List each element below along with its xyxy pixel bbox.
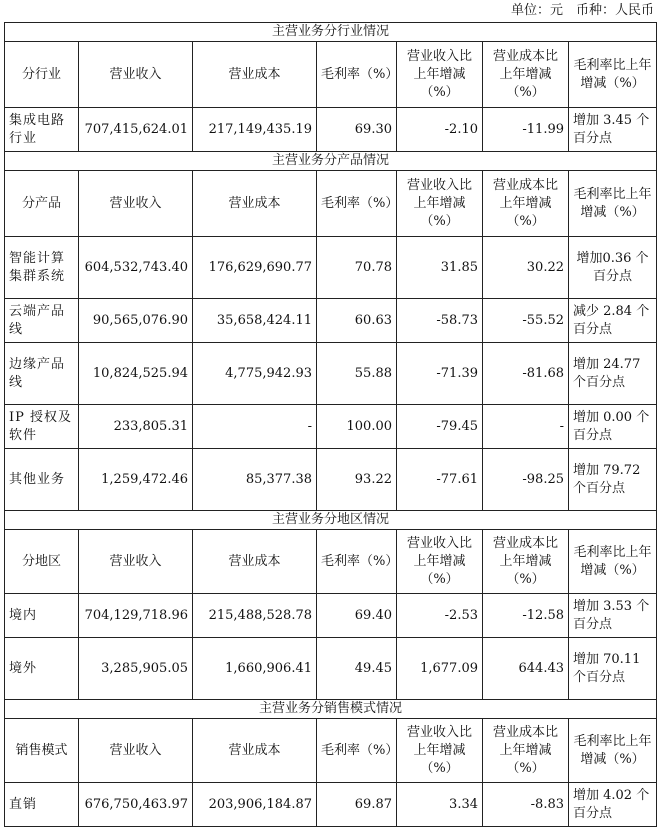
row-cost-change: -81.68 bbox=[483, 343, 569, 405]
row-name: 边缘产品线 bbox=[5, 343, 79, 405]
row-margin: 69.40 bbox=[317, 594, 397, 638]
row-margin: 60.63 bbox=[317, 299, 397, 343]
header-rev-change: 营业收入比上年增减（%） bbox=[397, 719, 483, 783]
row-margin-change: 增加 0.00 个百分点 bbox=[569, 405, 657, 449]
row-cost-change: 644.43 bbox=[483, 638, 569, 700]
row-revenue: 3,285,905.05 bbox=[79, 638, 193, 700]
row-cost: - bbox=[193, 405, 317, 449]
section-title-row bbox=[5, 152, 657, 171]
row-margin: 93.22 bbox=[317, 449, 397, 511]
row-margin-change: 增加 79.72 个百分点 bbox=[569, 449, 657, 511]
row-revenue: 604,532,743.40 bbox=[79, 237, 193, 299]
table-row bbox=[5, 638, 657, 700]
section-title-row bbox=[5, 23, 657, 42]
row-margin-change: 增加 24.77 个百分点 bbox=[569, 343, 657, 405]
section-title-row bbox=[5, 511, 657, 530]
header-category: 分行业 bbox=[5, 42, 79, 108]
row-rev-change: -2.53 bbox=[397, 594, 483, 638]
row-cost: 215,488,528.78 bbox=[193, 594, 317, 638]
header-gross-margin: 毛利率（%） bbox=[317, 719, 397, 783]
row-revenue: 90,565,076.90 bbox=[79, 299, 193, 343]
unit-note: 单位：元 币种：人民币 bbox=[510, 3, 654, 18]
header-category: 分产品 bbox=[5, 171, 79, 237]
row-cost: 203,906,184.87 bbox=[193, 783, 317, 827]
row-margin: 69.30 bbox=[317, 108, 397, 152]
row-margin-change: 减少 2.84 个百分点 bbox=[569, 299, 657, 343]
row-name: 智能计算集群系统 bbox=[5, 237, 79, 299]
header-revenue: 营业收入 bbox=[79, 719, 193, 783]
row-margin: 100.00 bbox=[317, 405, 397, 449]
row-rev-change: -58.73 bbox=[397, 299, 483, 343]
header-cost-change: 营业成本比上年增减（%） bbox=[483, 42, 569, 108]
row-rev-change: 3.34 bbox=[397, 783, 483, 827]
section-title-row bbox=[5, 700, 657, 719]
header-rev-change: 营业收入比上年增减（%） bbox=[397, 171, 483, 237]
header-rev-change: 营业收入比上年增减（%） bbox=[397, 530, 483, 594]
row-rev-change: -2.10 bbox=[397, 108, 483, 152]
row-revenue: 707,415,624.01 bbox=[79, 108, 193, 152]
row-margin-change: 增加0.36 个百分点 bbox=[569, 237, 657, 299]
row-cost: 176,629,690.77 bbox=[193, 237, 317, 299]
header-cost: 营业成本 bbox=[193, 42, 317, 108]
row-margin: 70.78 bbox=[317, 237, 397, 299]
row-cost: 217,149,435.19 bbox=[193, 108, 317, 152]
table-row bbox=[5, 237, 657, 299]
row-revenue: 704,129,718.96 bbox=[79, 594, 193, 638]
row-revenue: 233,805.31 bbox=[79, 405, 193, 449]
table-row bbox=[5, 108, 657, 152]
header-row bbox=[5, 42, 657, 108]
row-margin-change: 增加 3.53 个百分点 bbox=[569, 594, 657, 638]
header-cost: 营业成本 bbox=[193, 530, 317, 594]
row-rev-change: 31.85 bbox=[397, 237, 483, 299]
header-rev-change: 营业收入比上年增减（%） bbox=[397, 42, 483, 108]
header-row bbox=[5, 171, 657, 237]
header-revenue: 营业收入 bbox=[79, 42, 193, 108]
row-cost: 4,775,942.93 bbox=[193, 343, 317, 405]
row-cost: 35,658,424.11 bbox=[193, 299, 317, 343]
header-cost-change: 营业成本比上年增减（%） bbox=[483, 719, 569, 783]
header-margin-change: 毛利率比上年增减（%） bbox=[569, 530, 657, 594]
header-cost-change: 营业成本比上年增减（%） bbox=[483, 171, 569, 237]
row-name: IP 授权及软件 bbox=[5, 405, 79, 449]
row-margin-change: 增加 3.45 个百分点 bbox=[569, 108, 657, 152]
header-gross-margin: 毛利率（%） bbox=[317, 42, 397, 108]
header-revenue: 营业收入 bbox=[79, 530, 193, 594]
header-category: 分地区 bbox=[5, 530, 79, 594]
table-row bbox=[5, 405, 657, 449]
row-name: 境内 bbox=[5, 594, 79, 638]
section-title: 主营业务分产品情况 bbox=[5, 152, 657, 171]
row-rev-change: -77.61 bbox=[397, 449, 483, 511]
header-revenue: 营业收入 bbox=[79, 171, 193, 237]
header-row bbox=[5, 719, 657, 783]
header-cost-change: 营业成本比上年增减（%） bbox=[483, 530, 569, 594]
section-title: 主营业务分销售模式情况 bbox=[5, 700, 657, 719]
table-row bbox=[5, 343, 657, 405]
header-margin-change: 毛利率比上年增减（%） bbox=[569, 719, 657, 783]
row-revenue: 10,824,525.94 bbox=[79, 343, 193, 405]
table-row bbox=[5, 449, 657, 511]
header-margin-change: 毛利率比上年增减（%） bbox=[569, 42, 657, 108]
row-cost-change: -98.25 bbox=[483, 449, 569, 511]
row-cost-change: -55.52 bbox=[483, 299, 569, 343]
section-title: 主营业务分地区情况 bbox=[5, 511, 657, 530]
header-cost: 营业成本 bbox=[193, 171, 317, 237]
header-category: 销售模式 bbox=[5, 719, 79, 783]
row-cost-change: 30.22 bbox=[483, 237, 569, 299]
row-revenue: 1,259,472.46 bbox=[79, 449, 193, 511]
table-row bbox=[5, 783, 657, 827]
section-title: 主营业务分行业情况 bbox=[5, 23, 657, 42]
row-name: 直销 bbox=[5, 783, 79, 827]
header-margin-change: 毛利率比上年增减（%） bbox=[569, 171, 657, 237]
row-cost-change: - bbox=[483, 405, 569, 449]
table-row bbox=[5, 594, 657, 638]
row-margin: 69.87 bbox=[317, 783, 397, 827]
header-row bbox=[5, 530, 657, 594]
row-name: 云端产品线 bbox=[5, 299, 79, 343]
row-cost-change: -11.99 bbox=[483, 108, 569, 152]
table-row bbox=[5, 299, 657, 343]
revenue-table bbox=[4, 22, 657, 827]
row-name: 境外 bbox=[5, 638, 79, 700]
row-cost-change: -12.58 bbox=[483, 594, 569, 638]
row-margin: 55.88 bbox=[317, 343, 397, 405]
header-gross-margin: 毛利率（%） bbox=[317, 171, 397, 237]
row-rev-change: -79.45 bbox=[397, 405, 483, 449]
header-cost: 营业成本 bbox=[193, 719, 317, 783]
row-name: 集成电路行业 bbox=[5, 108, 79, 152]
row-cost-change: -8.83 bbox=[483, 783, 569, 827]
row-name: 其他业务 bbox=[5, 449, 79, 511]
header-gross-margin: 毛利率（%） bbox=[317, 530, 397, 594]
row-margin-change: 增加 70.11 个百分点 bbox=[569, 638, 657, 700]
row-cost: 85,377.38 bbox=[193, 449, 317, 511]
row-cost: 1,660,906.41 bbox=[193, 638, 317, 700]
row-rev-change: -71.39 bbox=[397, 343, 483, 405]
row-margin-change: 增加 4.02 个百分点 bbox=[569, 783, 657, 827]
row-rev-change: 1,677.09 bbox=[397, 638, 483, 700]
row-revenue: 676,750,463.97 bbox=[79, 783, 193, 827]
row-margin: 49.45 bbox=[317, 638, 397, 700]
